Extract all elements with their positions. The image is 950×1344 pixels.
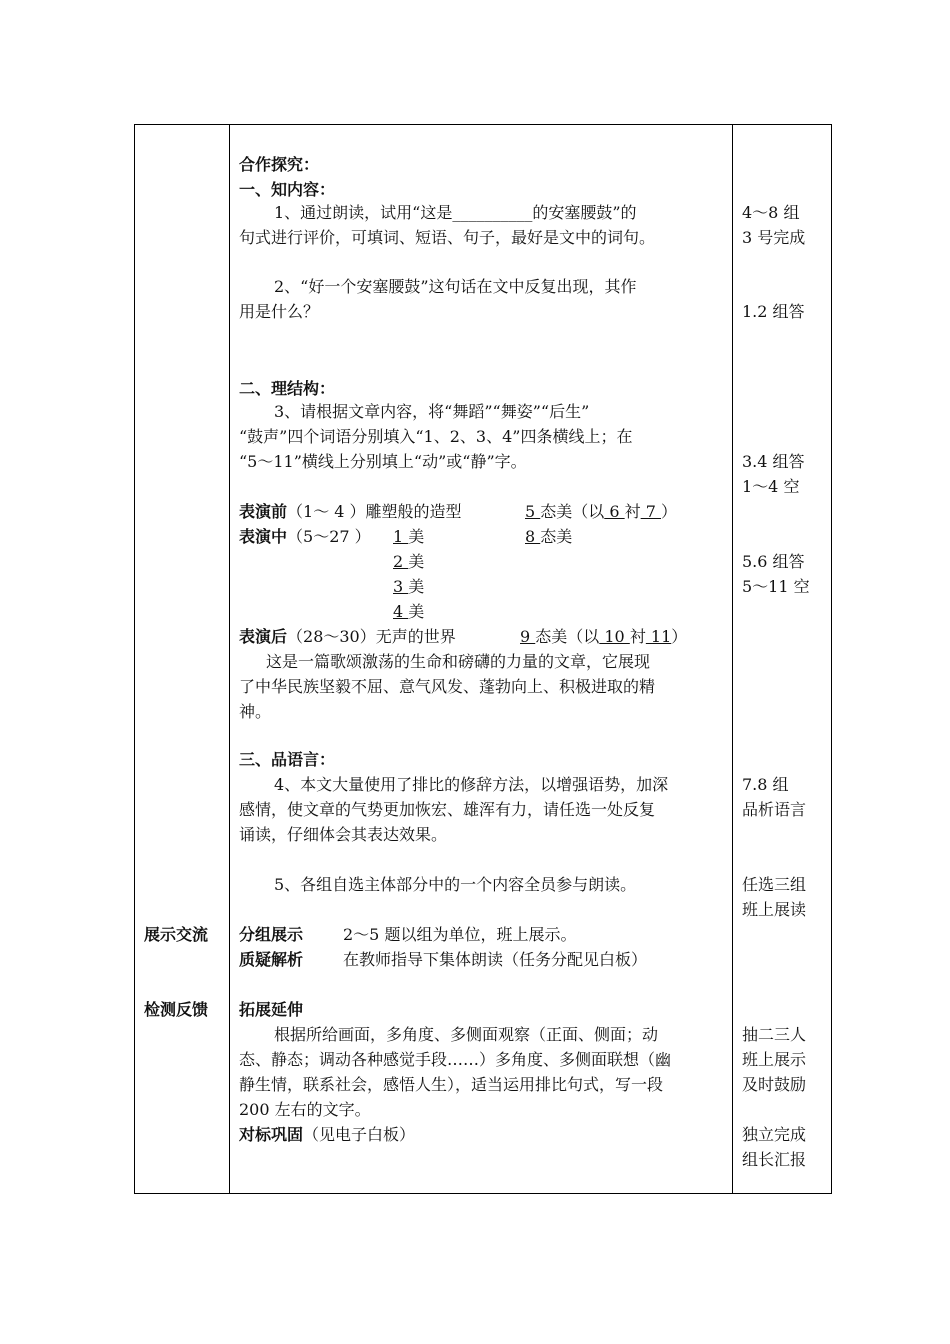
note-5-line-1: 7.8 组	[742, 775, 789, 794]
group-display-row: 分组展示	[239, 925, 304, 944]
note-4-line-2: 5～11 空	[742, 577, 810, 596]
section-label-display: 展示交流	[144, 925, 209, 944]
heading-language: 三、品语言：	[239, 750, 336, 769]
note-8-line-1: 独立完成	[742, 1125, 807, 1144]
after-row: 表演后（28～30）无声的世界	[239, 627, 456, 646]
question-3-line-3: “5～11”横线上分别填上“动”或“静”字。	[239, 452, 527, 471]
extension-line-1: 根据所给画面，多角度、多侧面观察（正面、侧面；动	[274, 1025, 659, 1044]
before-blanks: 5 态美（以 6 衬 7 ）	[525, 502, 678, 521]
extension-line-3: 静生情，联系社会，感悟人生），适当运用排比句式，写一段	[239, 1075, 664, 1094]
note-2: 1.2 组答	[742, 302, 805, 321]
note-7-line-2: 班上展示	[742, 1050, 807, 1069]
note-3-line-2: 1～4 空	[742, 477, 800, 496]
blank-8: 8 态美	[525, 527, 573, 546]
blank-2: 2 美	[393, 552, 425, 571]
blank-4: 4 美	[393, 602, 425, 621]
note-1-line-1: 4～8 组	[742, 203, 800, 222]
question-3-line-2: “鼓声”四个词语分别填入“1、2、3、4”四条横线上；在	[239, 427, 633, 446]
question-1-line-2: 句式进行评价，可填词、短语、句子，最好是文中的词句。	[239, 228, 656, 247]
heading-structure: 二、理结构：	[239, 379, 336, 398]
note-3-line-1: 3.4 组答	[742, 452, 805, 471]
note-4-line-1: 5.6 组答	[742, 552, 805, 571]
qa-text: 在教师指导下集体朗读（任务分配见白板）	[343, 950, 648, 969]
question-3-line-1: 3、请根据文章内容，将“舞蹈”“舞姿”“后生”	[274, 402, 590, 421]
question-5: 5、各组自选主体部分中的一个内容全员参与朗读。	[274, 875, 637, 894]
during-row: 表演中（5～27 ）	[239, 527, 371, 546]
blank-1: 1 美	[393, 527, 425, 546]
summary-line-2: 了中华民族坚毅不屈、意气风发、蓬勃向上、积极进取的精	[239, 677, 656, 696]
question-4-line-2: 感情，使文章的气势更加恢宏、雄浑有力，请任选一处反复	[239, 800, 656, 819]
section-label-test: 检测反馈	[144, 1000, 209, 1019]
extension-line-2: 态、静态；调动各种感觉手段……）多角度、多侧面联想（幽	[239, 1050, 672, 1069]
question-1-line-1: 1、通过朗读，试用“这是__________的安塞腰鼓”的	[274, 203, 637, 222]
heading-content: 一、知内容：	[239, 180, 336, 199]
note-6-line-1: 任选三组	[742, 875, 807, 894]
before-row: 表演前（1～ 4 ）雕塑般的造型	[239, 502, 462, 521]
note-1-line-2: 3 号完成	[742, 228, 806, 247]
note-8-line-2: 组长汇报	[742, 1150, 807, 1169]
note-7-line-3: 及时鼓励	[742, 1075, 807, 1094]
consolidation-row: 对标巩固（见电子白板）	[239, 1125, 416, 1144]
blank-3: 3 美	[393, 577, 425, 596]
summary-line-1: 这是一篇歌颂激荡的生命和磅礴的力量的文章，它展现	[266, 652, 651, 671]
question-2-line-2: 用是什么？	[239, 302, 320, 321]
note-7-line-1: 抽二三人	[742, 1025, 807, 1044]
summary-line-3: 神。	[239, 702, 272, 721]
group-display-text: 2～5 题以组为单位，班上展示。	[343, 925, 577, 944]
heading-extension: 拓展延伸	[239, 1000, 304, 1019]
column-divider-right	[732, 125, 733, 1193]
note-5-line-2: 品析语言	[742, 800, 807, 819]
qa-row: 质疑解析	[239, 950, 304, 969]
question-4-line-3: 诵读，仔细体会其表达效果。	[239, 825, 448, 844]
heading-cooperative: 合作探究：	[239, 155, 320, 174]
column-divider-left	[229, 125, 230, 1193]
question-2-line-1: 2、“好一个安塞腰鼓”这句话在文中反复出现，其作	[274, 277, 637, 296]
after-blanks: 9 态美（以 10 衬 11）	[520, 627, 688, 646]
question-4-line-1: 4、本文大量使用了排比的修辞方法，以增强语势，加深	[274, 775, 669, 794]
extension-line-4: 200 左右的文字。	[239, 1100, 371, 1119]
note-6-line-2: 班上展读	[742, 900, 807, 919]
